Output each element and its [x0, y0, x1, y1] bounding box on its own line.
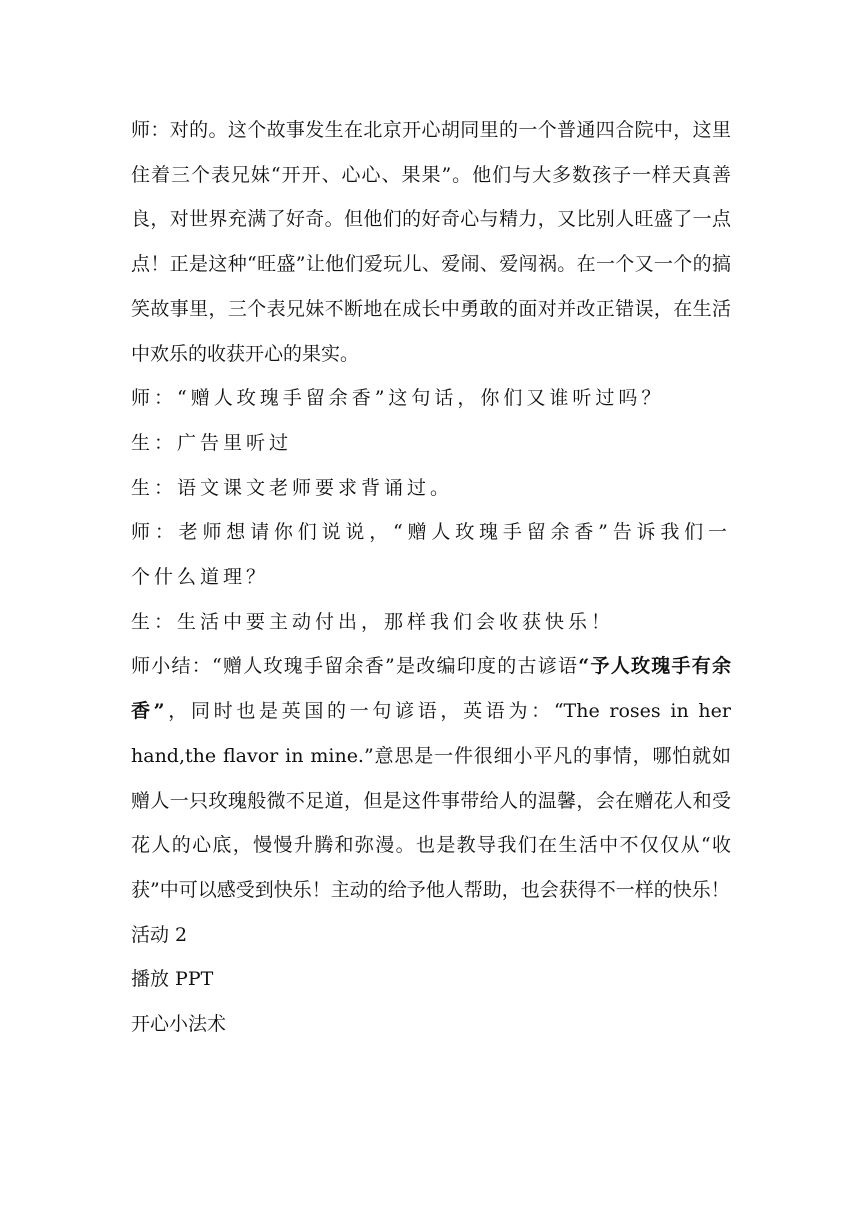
paragraph-story-intro: 师：对的。这个故事发生在北京开心胡同里的一个普通四合院中，这里住着三个表兄妹“开开、心心、果果”。他们与大多数孩子一样天真善良，对世界充满了好奇。但他们的好奇心与精力，又比别人旺盛了一点点！正是这种“旺盛”让他们爱玩儿、爱闹、爱闯祸。在一个又一个的搞笑故事里，三个表兄妹不断地在成长中勇敢的面对并改正错误，在生活中欢乐的收获开心的果实。: [131, 119, 731, 365]
paragraph-activity-heading: 活动 2: [131, 923, 188, 946]
summary-proverb-bold: “予人玫瑰手有余香”: [131, 655, 731, 723]
summary-text-part1: 师小结：“赠人玫瑰手留余香”是改编印度的古谚语: [131, 655, 579, 678]
paragraph-happy-magic: 开心小法术: [131, 1013, 227, 1036]
paragraph-student-answer-1: 生：广告里听过: [131, 431, 293, 454]
document-page: [131, 108, 731, 1047]
summary-text-part2: ，同时也是英国的一句谚语，英语为：“The roses in her hand,the flavor in mine.”意思是一件很细小平凡的事情，哪怕就如赠人一只玫瑰般微不足道，但是这件事带给人的温馨，会在赠花人和受花人的心底，慢慢升腾和弥漫。也是教导我们在生活中不仅仅从“收获”中可以感受到快乐！主动的给予他人帮助，也会获得不一样的快乐！: [131, 700, 731, 901]
paragraph-teacher-prompt: 师：老师想请你们说说，“赠人玫瑰手留余香”告诉我们一个什么道理？: [131, 521, 731, 589]
paragraph-teacher-summary: [131, 644, 731, 912]
paragraph-student-answer-3: 生：生活中要主动付出，那样我们会收获快乐！: [131, 610, 615, 633]
paragraph-student-answer-2: 生：语文课文老师要求背诵过。: [131, 476, 454, 499]
paragraph-teacher-question: 师：“赠人玫瑰手留余香”这句话，你们又谁听过吗？: [131, 387, 665, 410]
paragraph-play-ppt: 播放 PPT: [131, 968, 214, 991]
